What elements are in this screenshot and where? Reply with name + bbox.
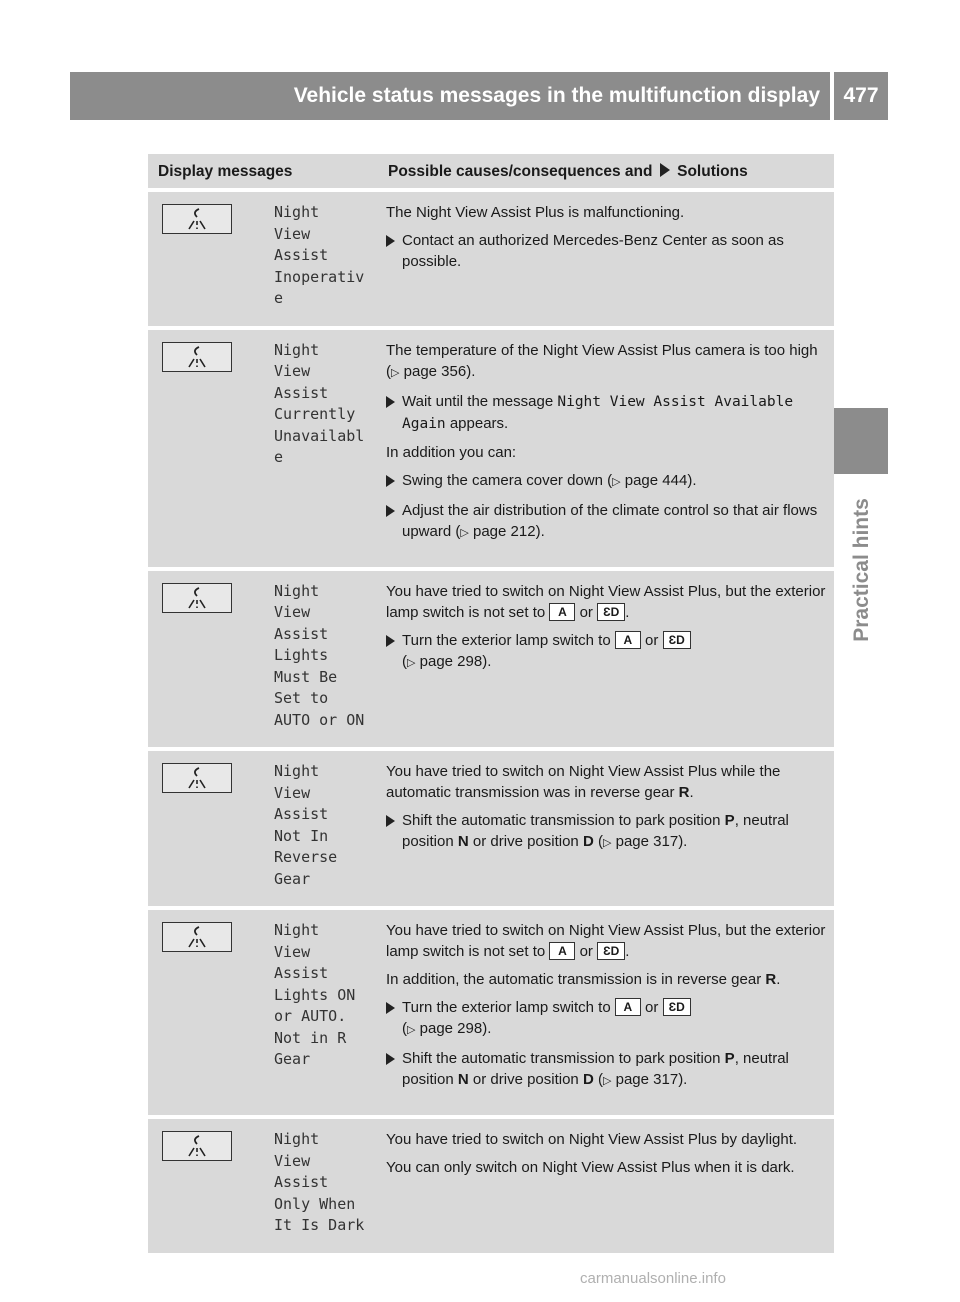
cause-text: You have tried to switch on Night View Assist Plus by daylight.: [386, 1131, 798, 1148]
msg-line: AUTO or ON: [274, 710, 365, 729]
gear-letter: R: [678, 784, 690, 801]
solution-step: [386, 500, 828, 544]
section-label: [842, 480, 882, 660]
page-ref-icon: ▷: [602, 1075, 612, 1087]
msg-line: It Is Dark: [274, 1216, 365, 1234]
page-ref[interactable]: page 298: [419, 1020, 483, 1037]
msg-line: e: [274, 289, 284, 307]
night-view-camera-icon: [162, 922, 232, 952]
step-text: or drive position: [472, 1071, 579, 1088]
cause-text-part: You have tried to switch on Night View Assist Plus, but the exterior lamp switch is not set to: [386, 582, 826, 621]
step-text: , neutral position: [402, 812, 789, 850]
paren: ).: [482, 1020, 492, 1037]
msg-line: View: [274, 224, 311, 243]
or-text: or: [579, 603, 593, 621]
section-tab-marker: [834, 408, 888, 474]
msg-line: View: [274, 942, 311, 961]
solution-cell: [378, 910, 834, 1115]
step-text: Adjust the air distribution of the climate control so that air flows upward (: [402, 501, 818, 540]
msg-line: Assist: [274, 964, 329, 982]
header-title: Vehicle status messages in the multifunction display: [293, 84, 820, 107]
step-text: Wait until the message: [402, 392, 554, 410]
header-display-messages: Display messages: [148, 154, 378, 188]
msg-line: View: [274, 783, 311, 802]
page-ref[interactable]: page 444: [624, 471, 688, 489]
low-beam-icon: ƐD: [597, 603, 625, 621]
message-text: [266, 751, 378, 906]
step-text: Turn the exterior lamp switch to: [402, 631, 611, 649]
msg-line: Assist: [274, 246, 329, 264]
table-row: [148, 910, 834, 1115]
step-text: Shift the automatic transmission to park position: [402, 812, 721, 829]
step-text-end: ).: [535, 522, 545, 540]
night-view-camera-icon: [162, 204, 232, 234]
paren: ).: [678, 833, 688, 850]
display-messages-table: [148, 150, 834, 1257]
icon-cell: [148, 751, 266, 906]
msg-line: Night: [274, 203, 320, 221]
cause-text-part: You have tried to switch on Night View Assist Plus while the automatic transmission was in reverse gear: [386, 763, 781, 801]
display-message-ref: Night View Assist Available Again: [402, 393, 794, 432]
msg-line: Reverse: [274, 848, 338, 866]
step-text: Contact an authorized Mercedes-Benz Center as soon as possible.: [402, 232, 784, 270]
msg-line: Lights ON: [274, 985, 356, 1004]
cause-text: In addition you can:: [386, 443, 517, 461]
header-solutions-text: Solutions: [677, 162, 748, 180]
table-header-row: [148, 154, 834, 188]
table-row: [148, 571, 834, 748]
paren: (: [402, 1020, 407, 1037]
solution-step: [386, 997, 828, 1041]
section-label-text: Practical hints: [850, 498, 873, 642]
cause-text: You have tried to switch on Night View Assist Plus, but the exterior lamp switch is not set to A or ƐD .: [386, 582, 826, 621]
cause-text: In addition, the automatic transmission is in reverse gear R.: [386, 971, 781, 988]
page-ref-icon: ▷: [391, 366, 400, 379]
step-text: or drive position: [472, 833, 579, 850]
msg-line: Currently: [274, 405, 356, 423]
page-number: [834, 72, 888, 120]
cause-text: You have tried to switch on Night View Assist Plus while the automatic transmission was in reverse gear R.: [386, 763, 781, 801]
msg-line: Night: [274, 762, 320, 780]
gear-letter: N: [457, 833, 469, 850]
msg-line: Assist: [274, 624, 329, 643]
header-causes: [378, 154, 834, 188]
table-row: [148, 1119, 834, 1253]
lamp-auto-icon: A: [549, 942, 575, 960]
msg-line: Gear: [274, 1050, 311, 1068]
night-view-camera-icon: [162, 763, 232, 793]
gear-letter: D: [582, 1071, 594, 1088]
msg-line: Lights: [274, 646, 329, 664]
message-text: [266, 330, 378, 567]
solution-cell: [378, 330, 834, 567]
icon-cell: [148, 1119, 266, 1253]
cause-text-end: ).: [466, 362, 476, 380]
page-ref[interactable]: page 317: [615, 1071, 679, 1088]
gear-letter: N: [457, 1071, 469, 1088]
gear-letter: P: [724, 812, 735, 829]
step-arrow-icon: [386, 396, 395, 408]
lamp-auto-icon: A: [615, 631, 641, 649]
table-row: [148, 330, 834, 567]
step-text: appears.: [449, 414, 509, 432]
msg-line: Assist: [274, 805, 329, 823]
page-number-text: 477: [843, 84, 879, 107]
low-beam-icon: ƐD: [663, 998, 691, 1016]
solution-step: [386, 630, 828, 674]
lamp-auto-icon: A: [615, 998, 641, 1016]
solution-cell: [378, 192, 834, 326]
msg-line: View: [274, 362, 311, 380]
cause-text: [386, 340, 828, 384]
msg-line: Must Be: [274, 667, 338, 686]
or-text: or: [579, 943, 593, 960]
page-ref[interactable]: page 298: [419, 652, 483, 670]
step-text-end: ).: [687, 471, 697, 489]
watermark: carmanualsonline.info: [580, 1270, 726, 1287]
icon-cell: [148, 910, 266, 1115]
cause-text: You can only switch on Night View Assist Plus when it is dark.: [386, 1159, 795, 1176]
msg-line: Not In: [274, 826, 329, 845]
low-beam-icon: ƐD: [597, 942, 625, 960]
step-arrow-icon: [386, 235, 395, 247]
solution-arrow-icon: [660, 163, 670, 177]
msg-line: Not in R: [274, 1028, 347, 1047]
page-ref[interactable]: page 212: [473, 522, 536, 540]
msg-line: View: [274, 1151, 311, 1170]
icon-cell: [148, 330, 266, 567]
table-row: [148, 751, 834, 906]
msg-line: Night: [274, 921, 320, 939]
cause-text: The Night View Assist Plus is malfunctioning.: [386, 204, 685, 221]
cause-text-part: The temperature of the Night View Assist Plus camera is too high (: [386, 341, 818, 380]
page-ref-icon: ▷: [602, 837, 612, 849]
msg-line: Only When: [274, 1194, 356, 1213]
paren: ).: [482, 652, 492, 670]
msg-line: Inoperativ: [274, 267, 365, 286]
header-causes-text: Possible causes/consequences and: [388, 162, 653, 180]
solution-step: [386, 810, 828, 854]
gear-letter: R: [765, 971, 777, 988]
step-arrow-icon: [386, 635, 395, 647]
paren: (: [597, 1071, 603, 1088]
step-text: Turn the exterior lamp switch to: [402, 999, 611, 1016]
icon-cell: [148, 571, 266, 748]
step-text: Swing the camera cover down (: [402, 471, 613, 489]
solution-step: [386, 230, 828, 272]
or-text: or: [645, 999, 659, 1016]
msg-line: Night: [274, 1130, 320, 1148]
step-arrow-icon: [386, 1002, 395, 1014]
cause-text: You have tried to switch on Night View Assist Plus, but the exterior lamp switch is not set to A or ƐD .: [386, 922, 826, 960]
solution-cell: [378, 571, 834, 748]
solution-step: [386, 1048, 828, 1092]
or-text: or: [645, 631, 659, 649]
solution-cell: [378, 751, 834, 906]
msg-line: Night: [274, 581, 320, 600]
cause-text-part: You have tried to switch on Night View Assist Plus, but the exterior lamp switch is not set to: [386, 922, 826, 960]
night-view-camera-icon: [162, 583, 232, 613]
msg-line: Night: [274, 340, 320, 359]
table-row: [148, 192, 834, 326]
page-ref-icon: ▷: [407, 1024, 416, 1036]
msg-line: Assist: [274, 383, 329, 402]
low-beam-icon: ƐD: [663, 631, 691, 649]
msg-line: Gear: [274, 869, 311, 888]
solution-step: [386, 470, 828, 493]
msg-line: e: [274, 448, 284, 466]
gear-letter: D: [582, 833, 594, 850]
paren: (: [402, 652, 407, 670]
page-ref-icon: ▷: [407, 656, 416, 669]
page-ref-icon: ▷: [612, 475, 621, 488]
paren: ).: [678, 1071, 688, 1088]
solution-step: [386, 391, 828, 435]
message-text: [266, 1119, 378, 1253]
msg-line: Unavailabl: [274, 426, 365, 445]
night-view-camera-icon: [162, 1131, 232, 1161]
page-header: [70, 72, 830, 120]
msg-line: View: [274, 603, 311, 621]
gear-letter: P: [724, 1050, 735, 1067]
step-text: Shift the automatic transmission to park position: [402, 1050, 721, 1067]
page-ref[interactable]: page 317: [615, 833, 679, 850]
msg-line: Assist: [274, 1173, 329, 1191]
message-text: [266, 910, 378, 1115]
msg-line: or AUTO.: [274, 1007, 347, 1025]
icon-cell: [148, 192, 266, 326]
lamp-auto-icon: A: [549, 603, 575, 621]
night-view-camera-icon: [162, 342, 232, 372]
message-text: [266, 192, 378, 326]
page-ref-icon: ▷: [460, 526, 469, 539]
step-arrow-icon: [386, 815, 395, 827]
step-arrow-icon: [386, 505, 395, 517]
msg-line: Set to: [274, 689, 329, 707]
step-text: , neutral position: [402, 1050, 789, 1088]
step-arrow-icon: [386, 1053, 395, 1065]
paren: (: [597, 833, 603, 850]
solution-cell: [378, 1119, 834, 1253]
cause-text-part: In addition, the automatic transmission is in reverse gear: [386, 971, 762, 988]
page-ref[interactable]: page 356: [403, 362, 467, 380]
message-text: [266, 571, 378, 748]
step-arrow-icon: [386, 475, 395, 487]
